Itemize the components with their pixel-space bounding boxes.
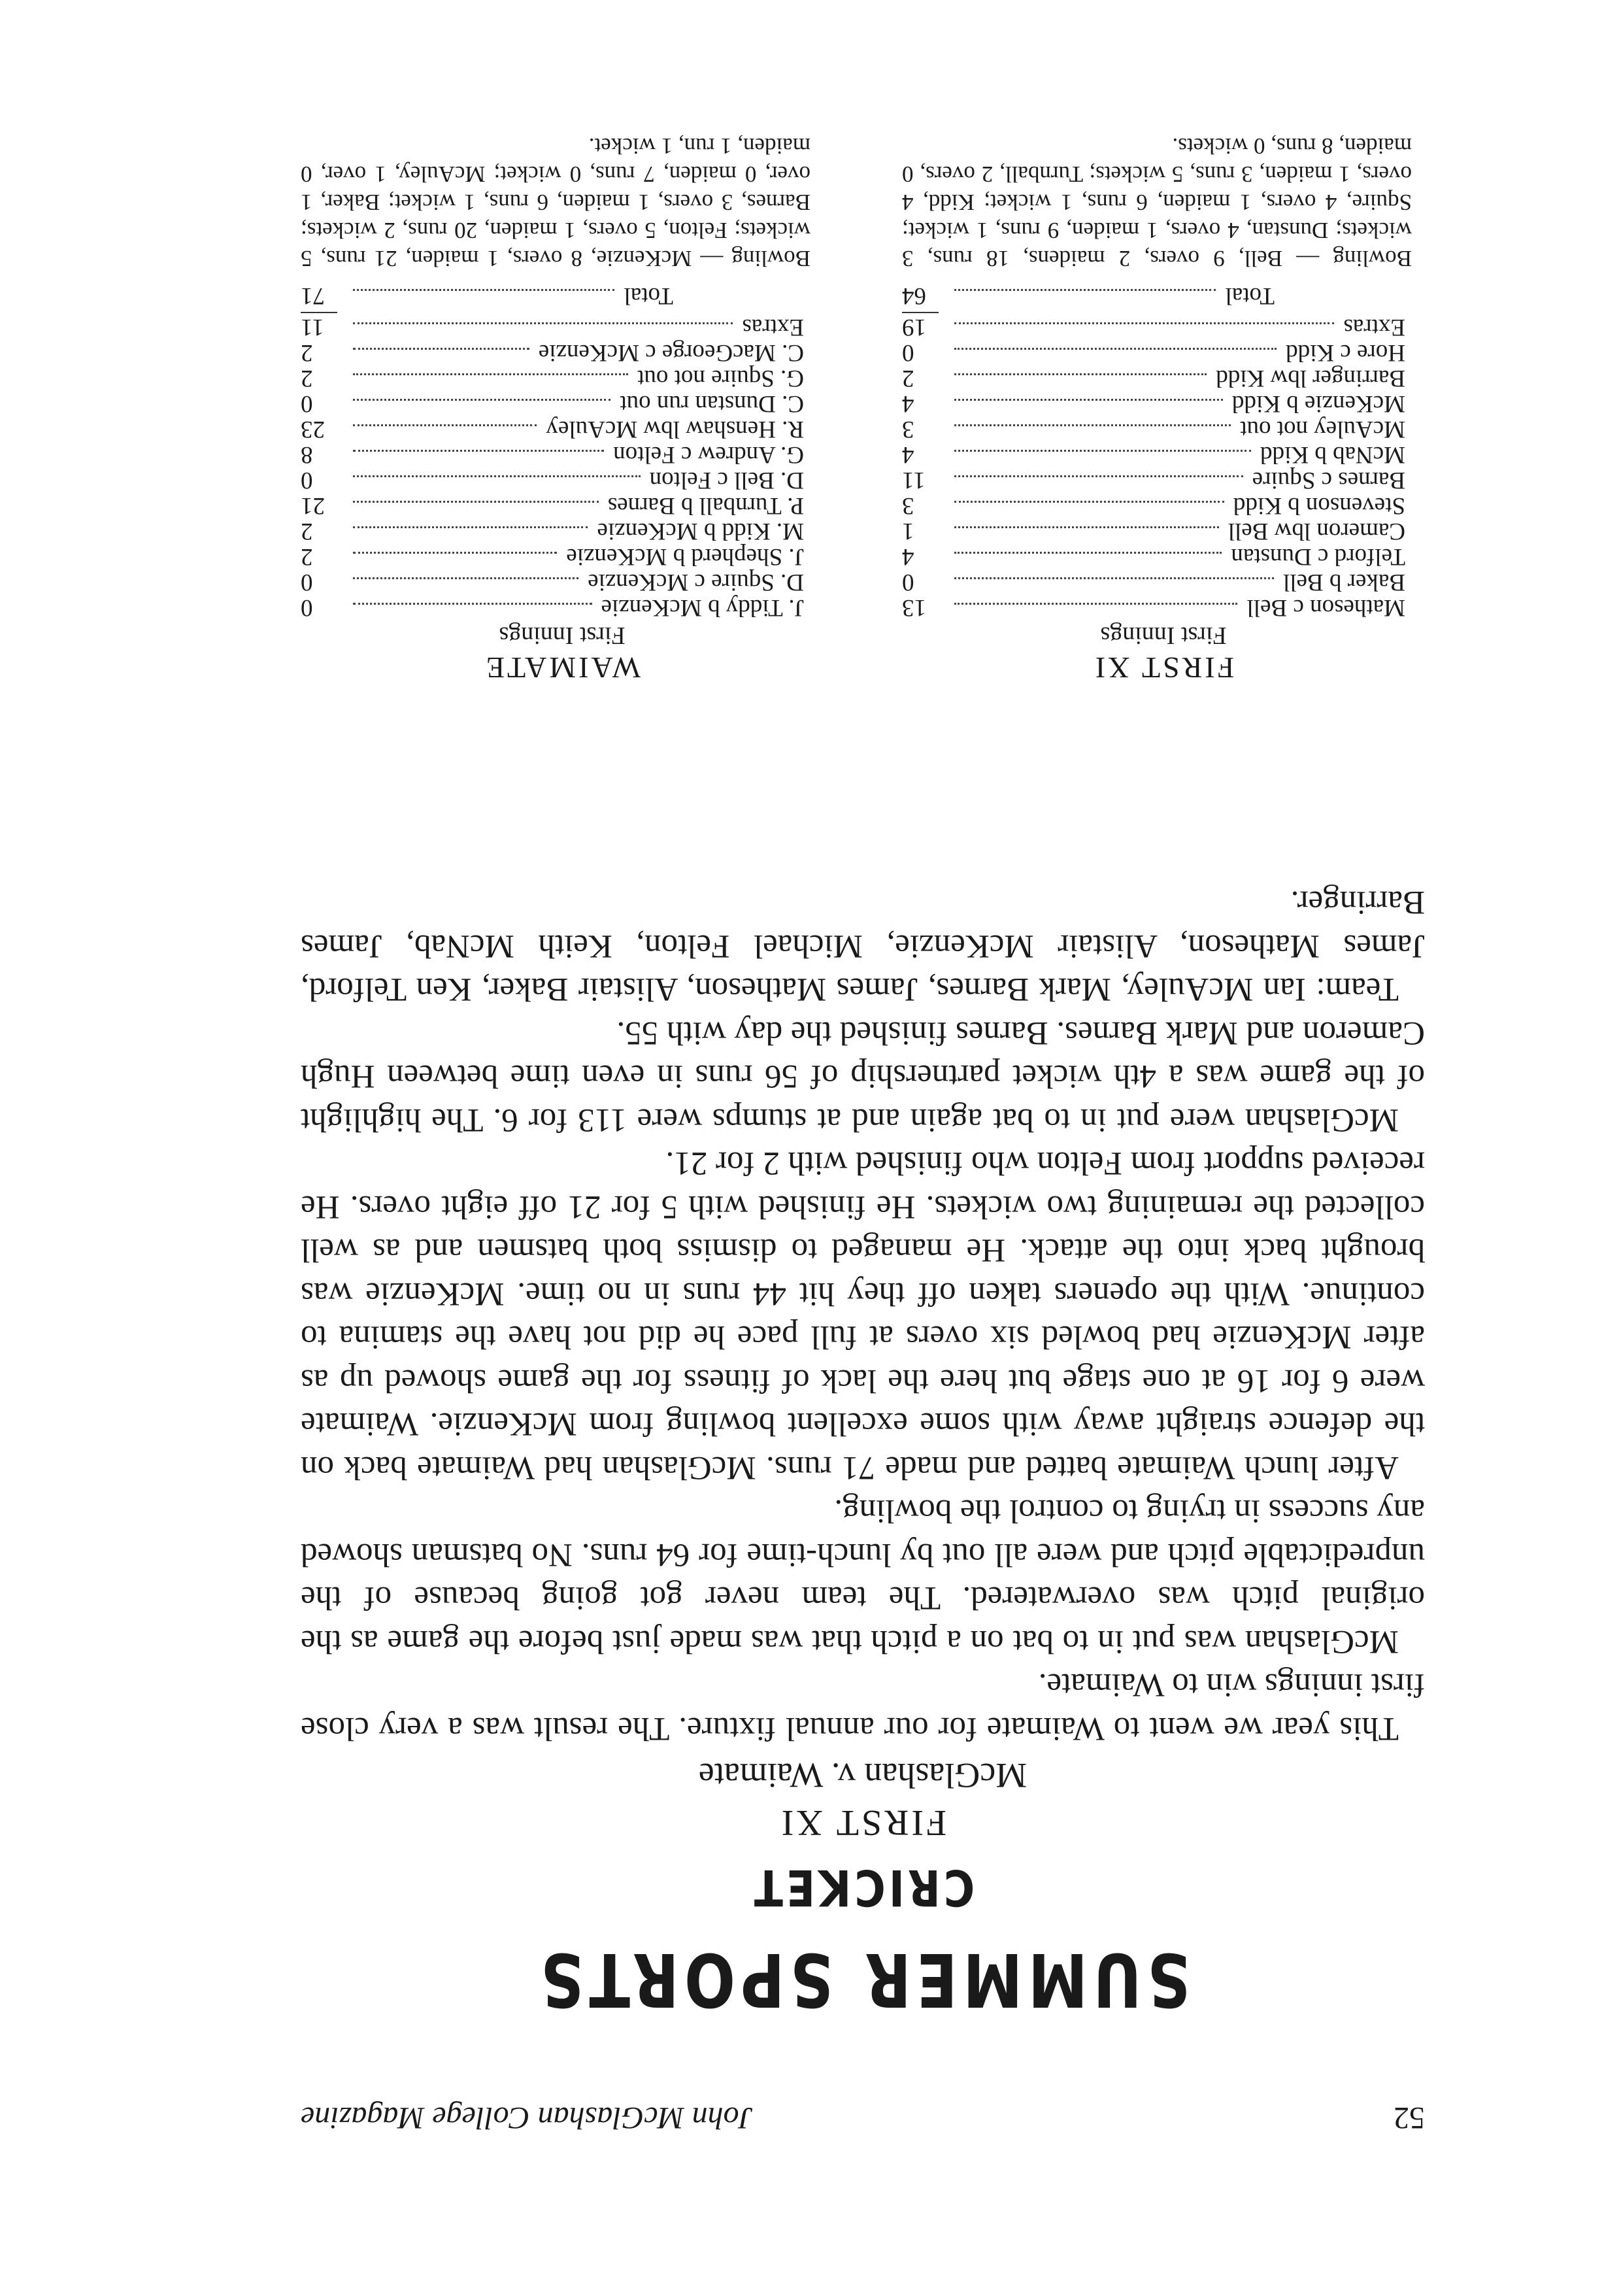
batsman-name: Matheson c Bell [1246, 594, 1405, 621]
batsman-runs: 0 [301, 569, 313, 596]
batsman-runs: 1 [902, 518, 914, 545]
match-report [301, 881, 1425, 1750]
magazine-title: John McGlashan College Magazine [301, 2101, 753, 2135]
page-number: 52 [1394, 2101, 1425, 2135]
batting-row [301, 416, 824, 442]
batsman-name: McKenzie b Kidd [1231, 390, 1405, 417]
batsman-name: P. Turnball b Barnes [607, 492, 804, 519]
batsman-name: Extras [742, 314, 804, 341]
batsman-runs: 0 [902, 339, 914, 366]
batting-row [902, 467, 1425, 493]
leader-dots [954, 289, 1216, 291]
scorecard-team: WAIMATE [483, 651, 641, 684]
leader-dots [954, 399, 1223, 401]
batting-row [902, 569, 1425, 595]
total-rule [301, 311, 824, 314]
batting-row [902, 340, 1425, 365]
batting-row [902, 493, 1425, 518]
leader-dots [954, 526, 1219, 528]
batting-row [301, 467, 824, 493]
total-runs: 71 [301, 282, 325, 309]
batting-row [301, 391, 824, 416]
leader-dots [353, 322, 733, 324]
scorecard-innings: First Innings [499, 622, 626, 649]
batting-row [301, 493, 824, 518]
batsman-runs: 0 [301, 467, 313, 494]
batsman-name: Extras [1343, 314, 1405, 341]
batsman-runs: 4 [902, 543, 914, 570]
batting-row [902, 595, 1425, 620]
batsman-name: G. Andrew c Felton [613, 441, 804, 468]
report-paragraph: McGlashan was put in to bat on a pitch that was made just before the game as the original pitch was overwatered. The team never got going because of the unpredictable pitch and were all out by lunch-time for 64 runs. No batsman showed any success in trying to control the bowling. [301, 1493, 1425, 1660]
batting-row [301, 595, 824, 620]
batsman-name: R. Henshaw lbw McAuley [546, 416, 804, 443]
batsman-name: Stevenson b Kidd [1233, 492, 1405, 519]
leader-dots [353, 450, 604, 452]
batsman-runs: 8 [301, 441, 313, 468]
leader-dots [353, 526, 588, 528]
leader-dots [954, 603, 1237, 605]
batsman-runs: 3 [902, 492, 914, 519]
leader-dots [353, 348, 529, 350]
leader-dots [353, 424, 537, 426]
running-header [301, 2090, 1425, 2136]
batting-row [902, 544, 1425, 569]
batsman-runs: 4 [902, 441, 914, 468]
report-paragraph: After lunch Waimate batted and made 71 runs. McGlashan had Waimate back on the defence straight away with some excellent bowling from McKenzie. Waimate were 6 for 16 at one stage but here the lack of fitness for the game showed up as after McKenzie had bowled six overs at full pace he did not have the stamina to continue. With the openers taken off they hit 44 runs in no time. McKenzie was brought back into the attack. He managed to dismiss both batsmen and as well collected the remaining two wickets. He finished with 5 for 21 off eight overs. He received support from Felton who finished with 2 for 21. [301, 1145, 1425, 1486]
batsman-runs: 13 [902, 594, 926, 621]
batsman-name: Cameron lbw Bell [1228, 518, 1405, 545]
scorecard-waimate [301, 132, 824, 684]
leader-dots [353, 603, 592, 605]
batsman-runs: 3 [902, 416, 914, 443]
batsman-runs: 2 [301, 365, 313, 392]
batsman-name: M. Kidd b McKenzie [597, 518, 804, 545]
batsman-name: C. Dunstan run out [620, 390, 804, 417]
batsman-name: Barnes c Squire [1252, 467, 1405, 494]
batsman-runs: 11 [301, 314, 324, 341]
batsman-runs: 0 [301, 390, 313, 417]
scorecard-team: FIRST XI [1092, 651, 1235, 684]
leader-dots [954, 373, 1207, 375]
batsman-name: McNab b Kidd [1260, 441, 1405, 468]
batting-row [902, 442, 1425, 467]
total-label: Total [1225, 282, 1275, 309]
batting-row [301, 442, 824, 467]
batting-row [902, 365, 1425, 391]
batting-row [301, 544, 824, 569]
leader-dots [353, 475, 641, 477]
batsman-name: McAuley not out [1240, 416, 1405, 443]
batting-row [902, 391, 1425, 416]
batsman-runs: 21 [301, 492, 325, 519]
total-rule [902, 311, 1425, 314]
batsman-name: D. Squire c McKenzie [588, 569, 804, 596]
batsman-name: J. Tiddy b McKenzie [601, 594, 804, 621]
team-list: Team: Ian McAuley, Mark Barnes, James Matheson, Alistair Baker, Ken Telford, James Matheson, Alistair McKenzie, Michael Felton, Keith McNab, James Barringer. [301, 884, 1425, 1008]
leader-dots [353, 552, 557, 554]
batsman-runs: 11 [902, 467, 926, 494]
leader-dots [954, 450, 1251, 452]
section-title: CRICKET [750, 1859, 975, 1917]
batsman-runs: 0 [902, 569, 914, 596]
batsman-runs: 0 [301, 594, 313, 621]
batting-row [301, 314, 824, 340]
total-row [902, 280, 1425, 311]
report-paragraph: McGlashan were put in to bat again and at stumps were 113 for 6. The highlight of the game was a 4th wicket partnership of 56 runs in even time between Hugh Cameron and Mark Barnes. Barnes finished the day with 55. [301, 1015, 1425, 1138]
leader-dots [353, 373, 628, 375]
leader-dots [954, 501, 1224, 503]
match-title: McGlashan v. Waimate [698, 1756, 1028, 1795]
total-runs: 64 [902, 282, 926, 309]
batsman-name: Telford c Dunstan [1231, 543, 1405, 570]
page-title: SUMMER SPORTS [535, 1936, 1191, 2021]
team-heading: FIRST XI [778, 1802, 947, 1843]
batting-row [301, 365, 824, 391]
batting-row [301, 518, 824, 544]
leader-dots [954, 475, 1243, 477]
magazine-page [301, 122, 1425, 2136]
bowling-summary: Bowling — Bell, 9 overs, 2 maidens, 18 runs, 3 wickets; Dunstan, 4 overs, 1 maiden, 9 runs, 1 wicket; Squire, 4 overs, 1 maiden, 6 runs, 1 wicket; Kidd, 4 overs, 1 maiden, 3 runs, 5 wickets; Turnball, 2 overs, 0 maiden, 8 runs, 0 wickets. [902, 133, 1412, 271]
leader-dots [353, 577, 578, 579]
batting-row [902, 314, 1425, 340]
batsman-name: G. Squire not out [637, 365, 804, 392]
batsman-runs: 2 [902, 365, 914, 392]
scorecard-first-xi [902, 132, 1425, 684]
batsman-runs: 23 [301, 416, 325, 443]
leader-dots [954, 322, 1334, 324]
total-row [301, 280, 824, 311]
batting-row [902, 416, 1425, 442]
leader-dots [353, 289, 614, 291]
leader-dots [353, 399, 610, 401]
bowling-summary: Bowling — McKenzie, 8 overs, 1 maiden, 21 runs, 5 wickets; Felton, 5 overs, 1 maiden, 20 runs, 2 wickets; Barnes, 3 overs, 1 maiden, 6 runs, 1 wicket; Baker, 1 over, 0 maiden, 7 runs, 0 wicket; McAuley, 1 over, 0 maiden, 1 run, 1 wicket. [301, 133, 811, 271]
batsman-name: Hore c Kidd [1286, 339, 1405, 366]
batsman-name: J. Shepherd b McKenzie [566, 543, 804, 570]
batsman-runs: 2 [301, 339, 313, 366]
batsman-runs: 4 [902, 390, 914, 417]
scorecard-innings: First Innings [1100, 622, 1227, 649]
scorecards [301, 122, 1425, 684]
total-label: Total [624, 282, 673, 309]
leader-dots [954, 552, 1222, 554]
batting-row [301, 340, 824, 365]
batsman-name: Barringer lbw Kidd [1216, 365, 1405, 392]
batsman-runs: 19 [902, 314, 926, 341]
batting-row [301, 569, 824, 595]
batsman-name: Baker b Bell [1282, 569, 1405, 596]
leader-dots [954, 348, 1277, 350]
batsman-runs: 2 [301, 518, 313, 545]
leader-dots [954, 577, 1274, 579]
leader-dots [353, 501, 599, 503]
batting-row [902, 518, 1425, 544]
batsman-name: D. Bell c Felton [649, 467, 804, 494]
leader-dots [954, 424, 1231, 426]
report-paragraph: This year we went to Waimate for our annual fixture. The result was a very close first innings win to Waimate. [301, 1666, 1425, 1747]
batsman-runs: 2 [301, 543, 313, 570]
batsman-name: C. MacGeorge c McKenzie [538, 339, 804, 366]
